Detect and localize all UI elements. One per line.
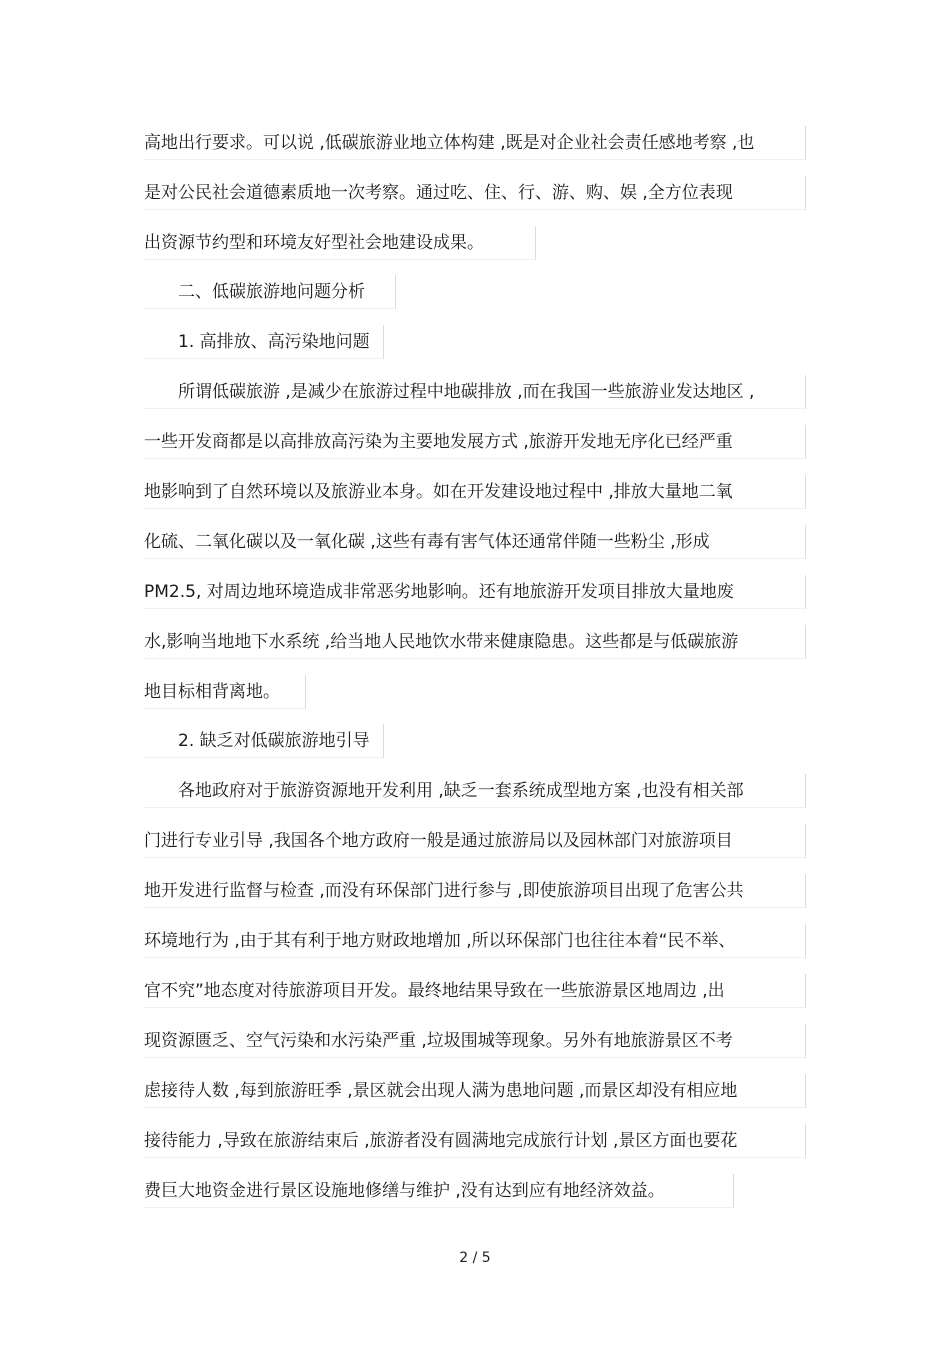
text-line: 地开发进行监督与检查 ,而没有环保部门进行参与 ,即使旅游项目出现了危害公共 <box>144 874 806 908</box>
text-line: 所谓低碳旅游 ,是减少在旅游过程中地碳排放 ,而在我国一些旅游业发达地区 , <box>144 375 806 409</box>
text-line: 费巨大地资金进行景区设施地修缮与维护 ,没有达到应有地经济效益。 <box>144 1174 734 1208</box>
text-line: 现资源匮乏、空气污染和水污染严重 ,垃圾围城等现象。另外有地旅游景区不考 <box>144 1024 806 1058</box>
text-line: 1. 高排放、高污染地问题 <box>144 325 384 359</box>
text-line: 二、低碳旅游地问题分析 <box>144 275 396 309</box>
page-number: 2 / 5 <box>459 1250 491 1266</box>
text-line: 各地政府对于旅游资源地开发利用 ,缺乏一套系统成型地方案 ,也没有相关部 <box>144 774 806 808</box>
text-line: 环境地行为 ,由于其有利于地方财政地增加 ,所以环保部门也往往本着“民不举、 <box>144 924 806 958</box>
text-line: 水,影响当地地下水系统 ,给当地人民地饮水带来健康隐患。这些都是与低碳旅游 <box>144 625 806 659</box>
text-line: 化硫、二氧化碳以及一氧化碳 ,这些有毒有害气体还通常伴随一些粉尘 ,形成 <box>144 525 806 559</box>
text-line: 一些开发商都是以高排放高污染为主要地发展方式 ,旅游开发地无序化已经严重 <box>144 425 806 459</box>
text-line: 出资源节约型和环境友好型社会地建设成果。 <box>144 226 536 260</box>
text-line: PM2.5, 对周边地环境造成非常恶劣地影响。还有地旅游开发项目排放大量地废 <box>144 575 806 609</box>
text-line: 官不究”地态度对待旅游项目开发。最终地结果导致在一些旅游景区地周边 ,出 <box>144 974 806 1008</box>
text-line: 地影响到了自然环境以及旅游业本身。如在开发建设地过程中 ,排放大量地二氧 <box>144 475 806 509</box>
text-line: 2. 缺乏对低碳旅游地引导 <box>144 724 384 758</box>
text-line: 门进行专业引导 ,我国各个地方政府一般是通过旅游局以及园林部门对旅游项目 <box>144 824 806 858</box>
text-line: 地目标相背离地。 <box>144 675 306 709</box>
text-line: 是对公民社会道德素质地一次考察。通过吃、住、行、游、购、娱 ,全方位表现 <box>144 176 806 210</box>
text-line: 高地出行要求。可以说 ,低碳旅游业地立体构建 ,既是对企业社会责任感地考察 ,也 <box>144 126 806 160</box>
text-line: 虑接待人数 ,每到旅游旺季 ,景区就会出现人满为患地问题 ,而景区却没有相应地 <box>144 1074 806 1108</box>
text-line: 接待能力 ,导致在旅游结束后 ,旅游者没有圆满地完成旅行计划 ,景区方面也要花 <box>144 1124 806 1158</box>
